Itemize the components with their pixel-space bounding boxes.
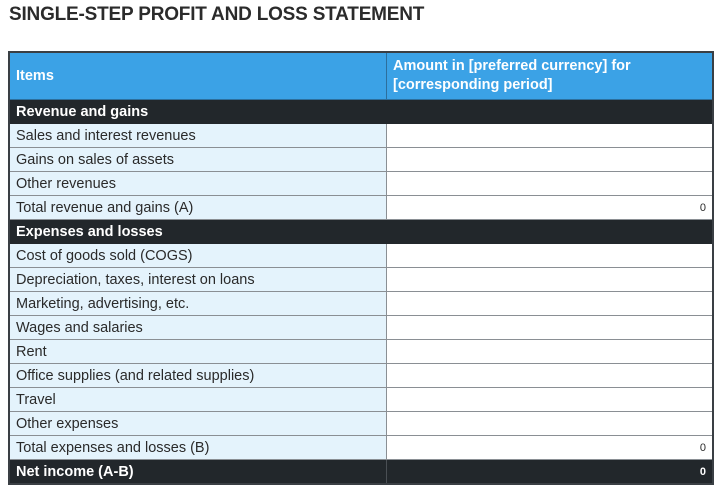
section-header-expenses: [9, 220, 713, 244]
row-amount-cell[interactable]: [387, 388, 714, 412]
pl-table: [8, 51, 714, 485]
row-label: Net income (A-B): [9, 460, 387, 485]
table-row: [9, 148, 713, 172]
total-row-revenue: [9, 196, 713, 220]
row-label: Travel: [9, 388, 387, 412]
row-label: Other revenues: [9, 172, 387, 196]
row-label: Total expenses and losses (B): [9, 436, 387, 460]
section-header-revenue: [9, 100, 713, 124]
row-amount-cell[interactable]: [387, 316, 714, 340]
row-label: Gains on sales of assets: [9, 148, 387, 172]
header-items: Items: [9, 52, 387, 100]
table-row: [9, 316, 713, 340]
header-amount: Amount in [preferred currency] for [corresponding period]: [387, 52, 714, 100]
row-label: Office supplies (and related supplies): [9, 364, 387, 388]
table-row: [9, 172, 713, 196]
table-row: [9, 292, 713, 316]
row-amount-cell[interactable]: [387, 124, 714, 148]
table-row: [9, 364, 713, 388]
row-label: Other expenses: [9, 412, 387, 436]
row-label: Revenue and gains: [9, 100, 387, 124]
row-amount-cell[interactable]: 0: [387, 436, 714, 460]
row-amount-cell[interactable]: [387, 172, 714, 196]
row-label: Wages and salaries: [9, 316, 387, 340]
net-income-row: [9, 460, 713, 485]
row-amount-cell[interactable]: [387, 364, 714, 388]
row-amount-cell: [387, 100, 714, 124]
row-amount-cell[interactable]: [387, 244, 714, 268]
row-amount-cell[interactable]: [387, 412, 714, 436]
row-label: Marketing, advertising, etc.: [9, 292, 387, 316]
row-label: Cost of goods sold (COGS): [9, 244, 387, 268]
row-label: Depreciation, taxes, interest on loans: [9, 268, 387, 292]
row-amount-cell[interactable]: [387, 148, 714, 172]
row-amount-cell[interactable]: [387, 292, 714, 316]
row-label: Rent: [9, 340, 387, 364]
table-row: [9, 340, 713, 364]
row-amount-cell[interactable]: [387, 340, 714, 364]
table-row: [9, 244, 713, 268]
table-row: [9, 388, 713, 412]
row-amount-cell[interactable]: 0: [387, 460, 714, 485]
table-row: [9, 268, 713, 292]
page-title: SINGLE-STEP PROFIT AND LOSS STATEMENT: [9, 4, 425, 25]
row-amount-cell[interactable]: 0: [387, 196, 714, 220]
total-row-expenses: [9, 436, 713, 460]
row-label: Total revenue and gains (A): [9, 196, 387, 220]
row-label: Sales and interest revenues: [9, 124, 387, 148]
row-label: Expenses and losses: [9, 220, 387, 244]
row-amount-cell[interactable]: [387, 268, 714, 292]
table-header: [9, 52, 713, 100]
row-amount-cell: [387, 220, 714, 244]
table-row: [9, 124, 713, 148]
table-row: [9, 412, 713, 436]
